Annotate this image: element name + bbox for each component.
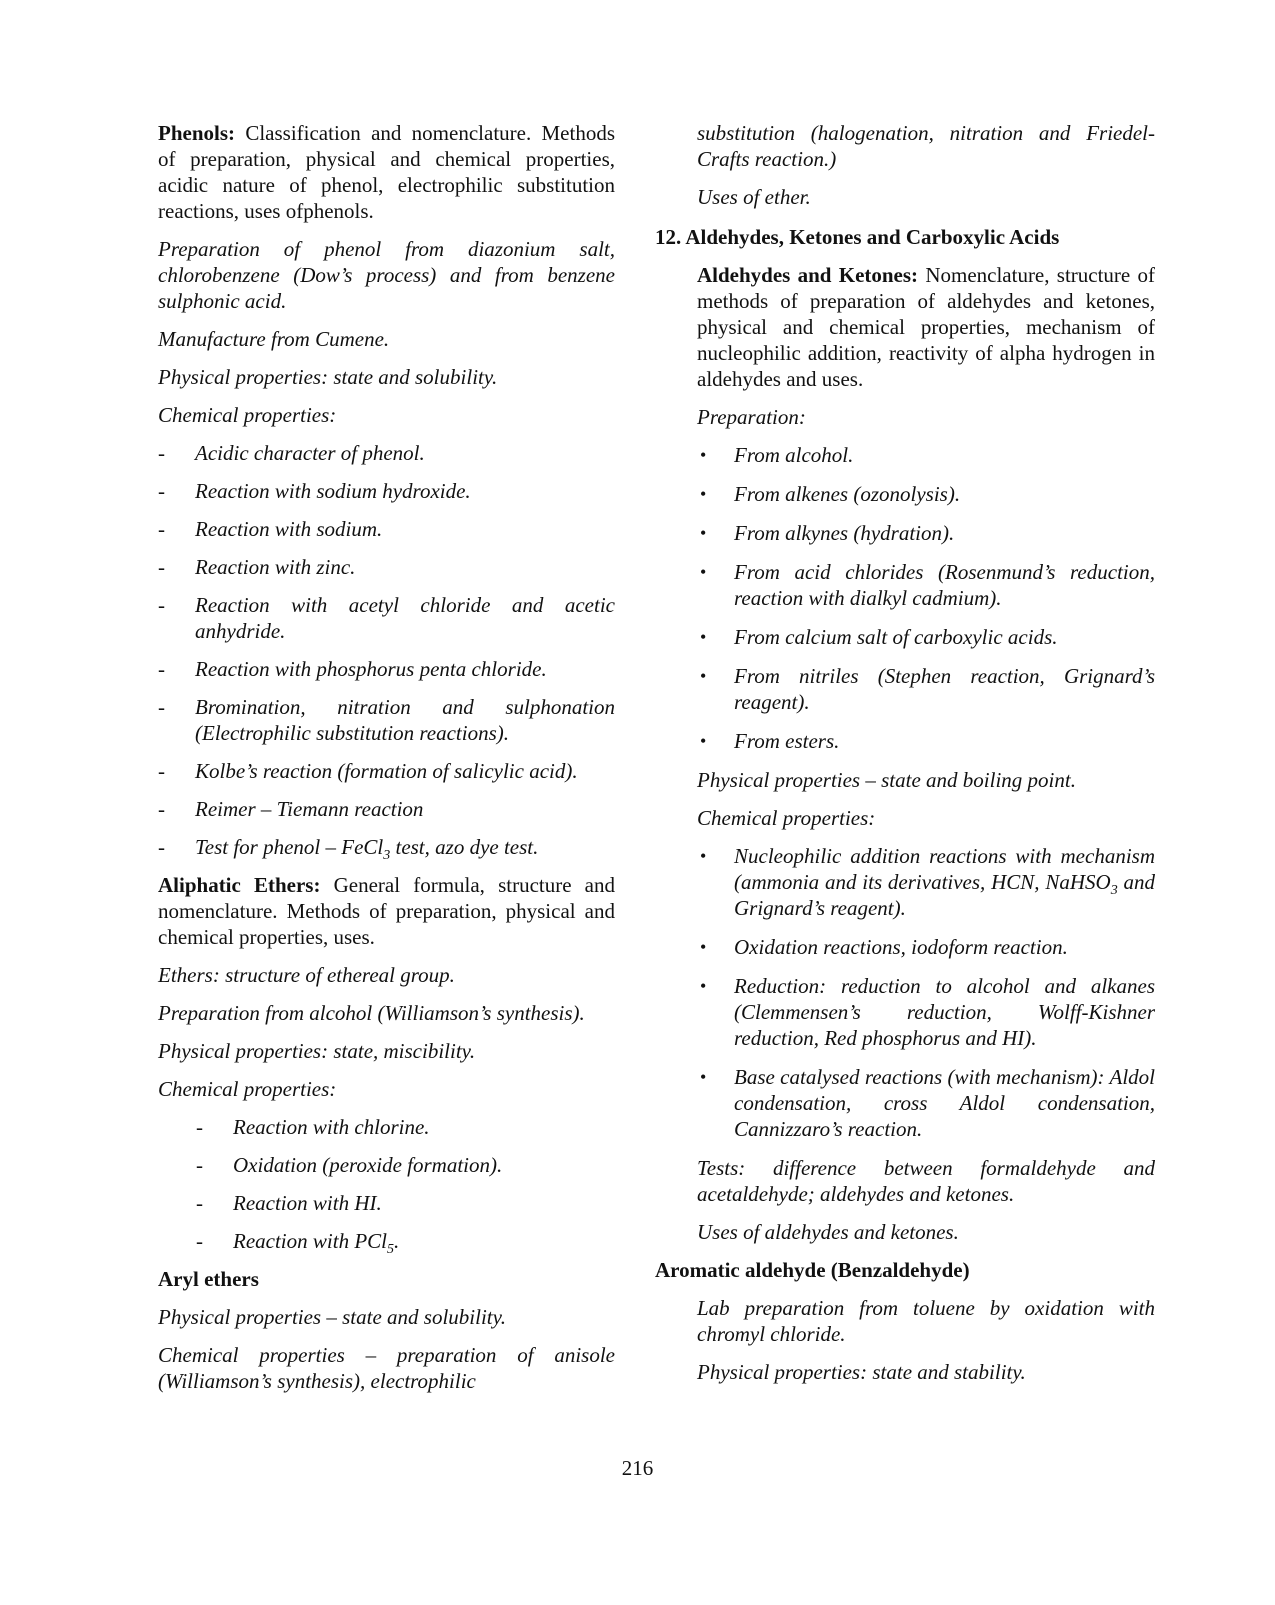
ethers-preparation: Preparation from alcohol (Williamson’s synthesis). [158,1001,585,1025]
list-item: - Reaction with chlorine. [196,1115,430,1139]
phenol-preparation: Preparation of phenol from diazonium salt, chlorobenzene (Dow’s process) and from benzene sulphonic acid. [158,237,615,313]
list-item: • Base catalysed reactions (with mechanism): Aldol condensation, cross Aldol condensation, Cannizzaro’s reaction. [700,1065,1155,1141]
page-number: 216 [621,1456,654,1480]
bullet-marker: • [700,627,707,647]
dash-marker: - [196,1191,203,1215]
dash-marker: - [158,835,165,859]
list-item: • Nucleophilic addition reactions with mechanism (ammonia and its derivatives, HCN, NaHSO$_3$ and Grignard’s reagent). [700,844,1155,920]
ethers-structure: Ethers: structure of ethereal group. [158,963,455,987]
phenols-heading: Phenols: [158,121,236,145]
bullet-marker: • [700,1067,707,1087]
continued-text: substitution (halogenation, nitration and Friedel-Crafts reaction.) [697,121,1155,171]
dash-marker: - [158,695,165,719]
list-item: • From esters. [700,729,840,753]
manufacture-from-cumene: Manufacture from Cumene. [158,327,390,351]
aryl-physical-properties: Physical properties – state and solubility. [158,1305,507,1329]
preparation-list [697,442,1155,754]
list-item: - Reimer – Tiemann reaction [158,797,424,821]
list-item: - Reaction with HI. [196,1191,382,1215]
dash-marker: - [158,593,165,617]
phenol-chemical-properties-label: Chemical properties: [158,403,337,427]
bullet-marker: • [700,523,707,543]
list-item: - Bromination, nitration and sulphonation (Electrophilic substitution reactions). [158,695,615,745]
aldehyde-physical-properties: Physical properties – state and boiling point. [697,768,1076,792]
aldehydes-ketones-paragraph [697,262,1155,392]
dash-marker: - [158,555,165,579]
aliphatic-ethers-paragraph [158,872,615,950]
aryl-chemical-properties: Chemical properties – preparation of anisole (Williamson’s synthesis), electrophilic [158,1343,615,1393]
list-item: • From nitriles (Stephen reaction, Grignard’s reagent). [700,664,1155,714]
aromatic-aldehyde-heading: Aromatic aldehyde (Benzaldehyde) [655,1258,970,1282]
aldehydes-ketones-description: Nomenclature, structure of methods of preparation of aldehydes and ketones, physical and chemical properties, mechanism of nucleophilic addition, reactivity of alpha hydrogen in aldehydes and uses. [697,263,1155,391]
uses-of-ether: Uses of ether. [697,185,811,209]
list-item: - Reaction with PCl$_5$. [196,1229,400,1258]
benzaldehyde-physical-properties: Physical properties: state and stability. [697,1360,1026,1384]
list-item: • From acid chlorides (Rosenmund’s reduction, reaction with dialkyl cadmium). [700,560,1155,610]
list-item: - Reaction with zinc. [158,555,356,579]
list-item: • From alcohol. [700,443,854,467]
tests-text: Tests: difference between formaldehyde and acetaldehyde; aldehydes and ketones. [697,1156,1155,1206]
dash-marker: - [158,441,165,465]
bullet-marker: • [700,846,707,866]
bullet-marker: • [700,937,707,957]
phenols-description: Classification and nomenclature. Methods of preparation, physical and chemical properties, acidic nature of phenol, electrophilic substitution reactions, uses ofphenols. [158,121,615,223]
bullet-marker: • [700,976,707,996]
list-item: • Oxidation reactions, iodoform reaction. [700,935,1068,959]
ethers-physical-properties: Physical properties: state, miscibility. [158,1039,476,1063]
phenols-paragraph [158,120,615,224]
section-heading: 12. Aldehydes, Ketones and Carboxylic Acids [655,225,1060,249]
list-item: - Reaction with sodium. [158,517,383,541]
list-item: - Acidic character of phenol. [158,441,425,465]
aldehydes-ketones-heading: Aldehydes and Ketones: [697,263,919,287]
dash-marker: - [196,1115,203,1139]
left-column [158,120,615,1406]
bullet-marker: • [700,666,707,686]
aryl-ethers-heading: Aryl ethers [158,1267,259,1291]
lab-preparation: Lab preparation from toluene by oxidation with chromyl chloride. [697,1296,1155,1346]
bullet-marker: • [700,562,707,582]
list-item: - Kolbe’s reaction (formation of salicylic acid). [158,759,578,783]
uses-of-aldehydes: Uses of aldehydes and ketones. [697,1220,959,1244]
list-item: • From calcium salt of carboxylic acids. [700,625,1058,649]
dash-marker: - [158,517,165,541]
phenol-chemical-properties-list [158,440,615,864]
list-item: - Reaction with phosphorus penta chloride. [158,657,547,681]
bullet-marker: • [700,731,707,751]
list-item: • Reduction: reduction to alcohol and alkanes (Clemmensen’s reduction, Wolff-Kishner reduction, Red phosphorus and HI). [700,974,1155,1050]
aliphatic-ethers-heading: Aliphatic Ethers: [158,873,321,897]
dash-marker: - [158,797,165,821]
preparation-label: Preparation: [697,405,806,429]
list-item: • From alkenes (ozonolysis). [700,482,961,506]
list-item: - Oxidation (peroxide formation). [196,1153,503,1177]
aldehyde-chemical-properties-list [697,843,1155,1142]
aldehyde-chemical-properties-label: Chemical properties: [697,806,876,830]
dash-marker: - [158,657,165,681]
dash-marker: - [158,479,165,503]
aliphatic-ethers-description: General formula, structure and nomenclature. Methods of preparation, physical and chemical properties, uses. [158,873,615,949]
list-item: - Test for phenol – FeCl$_3$ test, azo dye test. [158,835,539,864]
ether-chemical-properties-list [196,1114,615,1258]
list-item: - Reaction with sodium hydroxide. [158,479,471,503]
dash-marker: - [196,1153,203,1177]
right-column [655,120,1155,1397]
ethers-chemical-properties-label: Chemical properties: [158,1077,337,1101]
list-item: - Reaction with acetyl chloride and acetic anhydride. [158,593,615,643]
list-item: • From alkynes (hydration). [700,521,955,545]
bullet-marker: • [700,484,707,504]
dash-marker: - [158,759,165,783]
dash-marker: - [196,1229,203,1253]
bullet-marker: • [700,445,707,465]
phenol-physical-properties: Physical properties: state and solubility. [158,365,498,389]
